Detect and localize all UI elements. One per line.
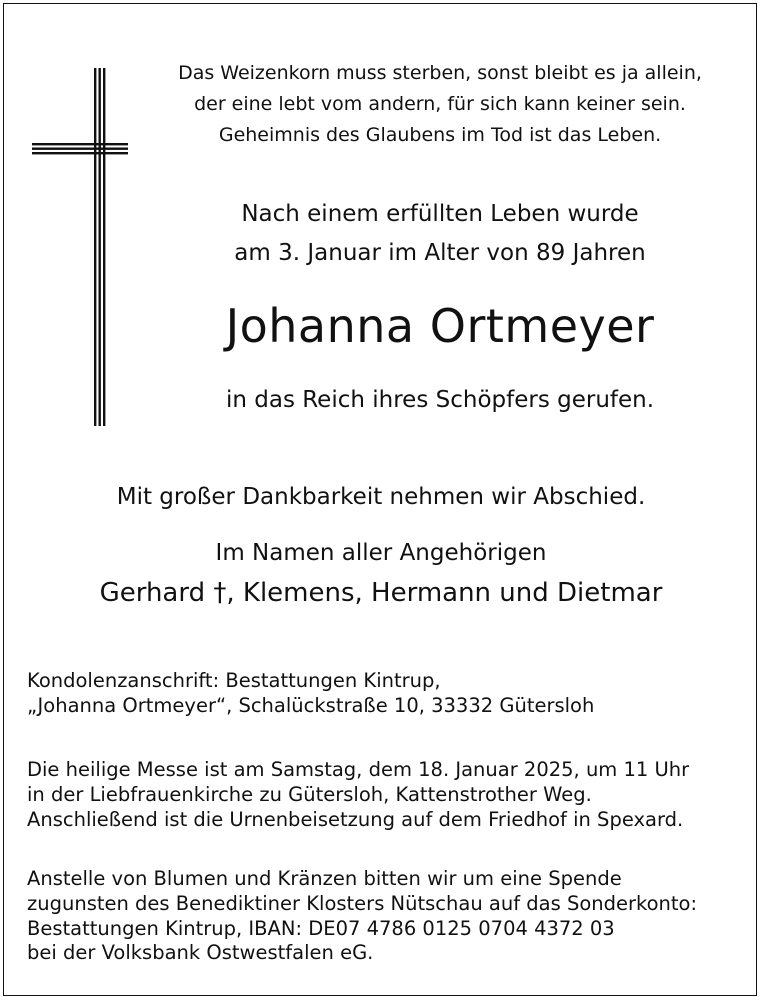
verse-line: Geheimnis des Glaubens im Tod ist das Leben. — [218, 124, 662, 146]
cross-icon — [32, 68, 128, 428]
verse-line: der eine lebt vom andern, für sich kann keiner sein. — [194, 93, 686, 115]
mass-line: in der Liebfrauenkirche zu Gütersloh, Kattenstrother Weg. — [27, 782, 592, 806]
condolence-address — [27, 669, 594, 719]
verse-line: Das Weizenkorn muss sterben, sonst bleibt es ja allein, — [178, 62, 702, 84]
mass-details — [27, 758, 689, 832]
deceased-name: Johanna Ortmeyer — [225, 299, 655, 353]
condolence-line: „Johanna Ortmeyer“, Schalückstraße 10, 33332 Gütersloh — [27, 693, 595, 717]
condolence-line: Kondolenzanschrift: Bestattungen Kintrup, — [27, 669, 441, 692]
donation-line: bei der Volksbank Ostwestfalen eG. — [27, 941, 374, 965]
donation-line: zugunsten des Benediktiner Klosters Nütschau auf das Sonderkonto: — [27, 891, 698, 915]
mass-line: Anschließend ist die Urnenbeisetzung auf dem Friedhof in Spexard. — [27, 807, 684, 831]
donation-line: Anstelle von Blumen und Kränzen bitten wir um eine Spende — [27, 867, 622, 890]
donation-line: Bestattungen Kintrup, IBAN: DE07 4786 0125 0704 4372 03 — [27, 916, 615, 940]
intro-line: Nach einem erfüllten Leben wurde — [241, 201, 639, 227]
farewell-line: Mit großer Dankbarkeit nehmen wir Abschied. — [116, 484, 646, 510]
family-names: Gerhard †, Klemens, Hermann und Dietmar — [99, 578, 663, 608]
mass-line: Die heilige Messe ist am Samstag, dem 18. Januar 2025, um 11 Uhr — [27, 758, 690, 781]
donation-details — [27, 867, 697, 966]
called-home-line: in das Reich ihres Schöpfers gerufen. — [225, 387, 655, 413]
family-intro: Im Namen aller Angehörigen — [215, 540, 547, 566]
intro-line: am 3. Januar im Alter von 89 Jahren — [234, 240, 646, 266]
